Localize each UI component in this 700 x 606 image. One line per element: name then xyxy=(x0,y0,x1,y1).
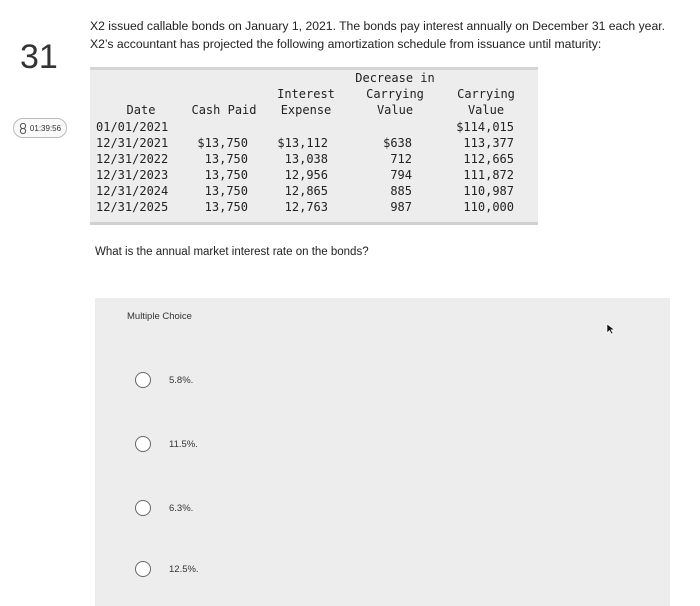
table-cell-carrying-value: 112,665 xyxy=(463,152,514,166)
table-cell-carrying-value: 111,872 xyxy=(463,168,514,182)
table-cell-carrying-value: $114,015 xyxy=(456,120,514,134)
radio-button[interactable] xyxy=(135,372,151,388)
table-cell-interest-expense: 12,865 xyxy=(284,184,328,198)
table-cell-decrease: 987 xyxy=(390,200,412,214)
table-cell-cash-paid: 13,750 xyxy=(204,184,248,198)
choice-label: 5.8%. xyxy=(169,374,194,386)
timer[interactable] xyxy=(13,118,67,138)
question-number: 31 xyxy=(20,38,58,76)
hourglass-icon xyxy=(19,123,27,134)
choice-label: 6.3%. xyxy=(169,502,194,514)
radio-button[interactable] xyxy=(135,561,151,577)
choice-option-4[interactable] xyxy=(135,561,199,577)
mouse-cursor-icon xyxy=(606,322,616,340)
table-cell-date: 01/01/2021 xyxy=(96,120,169,134)
table-cell-interest-expense: 13,038 xyxy=(284,152,328,166)
table-cell-cash-paid: 13,750 xyxy=(204,168,248,182)
table-cell-cash-paid: 13,750 xyxy=(204,152,248,166)
table-cell-carrying-value: 113,377 xyxy=(463,136,514,150)
timer-value: 01:39:56 xyxy=(29,123,62,133)
header-cash-paid: Cash Paid xyxy=(191,103,257,117)
table-cell-date: 12/31/2021 xyxy=(96,136,169,150)
choice-option-1[interactable] xyxy=(135,372,193,388)
multiple-choice-panel xyxy=(95,298,670,606)
multiple-choice-label: Multiple Choice xyxy=(127,311,192,322)
table-cell-carrying-value: 110,987 xyxy=(463,184,514,198)
table-top-border xyxy=(90,67,538,70)
choice-option-2[interactable] xyxy=(135,436,198,452)
question-prompt: What is the annual market interest rate on the bonds? xyxy=(95,246,369,258)
table-cell-decrease: 794 xyxy=(390,168,412,182)
table-cell-date: 12/31/2022 xyxy=(96,152,169,166)
choice-label: 11.5%. xyxy=(169,438,198,450)
table-cell-decrease: 712 xyxy=(390,152,412,166)
radio-button[interactable] xyxy=(135,500,151,516)
table-cell-decrease: $638 xyxy=(383,136,412,150)
table-cell-date: 12/31/2025 xyxy=(96,200,169,214)
question-text: X2 issued callable bonds on January 1, 2021. The bonds pay interest annually on December 31 each year. X2’s accountant has projected the following amortization schedule from issuance until maturity: xyxy=(90,19,665,51)
table-cell-interest-expense: $13,112 xyxy=(277,136,328,150)
choice-label: 12.5%. xyxy=(169,563,199,575)
table-cell-interest-expense: 12,956 xyxy=(284,168,328,182)
table-cell-decrease: 885 xyxy=(390,184,412,198)
header-interest-expense: Interest Expense xyxy=(277,87,335,117)
amortization-table xyxy=(90,67,538,225)
table-cell-cash-paid: 13,750 xyxy=(204,200,248,214)
header-carrying-value: Carrying Value xyxy=(457,87,515,117)
table-cell-cash-paid: $13,750 xyxy=(197,136,248,150)
table-cell-date: 12/31/2023 xyxy=(96,168,169,182)
header-decrease-carrying-value: Decrease in Carrying Value xyxy=(355,71,435,117)
header-date: Date xyxy=(126,103,156,117)
table-cell-carrying-value: 110,000 xyxy=(463,200,514,214)
choice-option-3[interactable] xyxy=(135,500,193,516)
radio-button[interactable] xyxy=(135,436,151,452)
table-cell-date: 12/31/2024 xyxy=(96,184,169,198)
table-cell-interest-expense: 12,763 xyxy=(284,200,328,214)
